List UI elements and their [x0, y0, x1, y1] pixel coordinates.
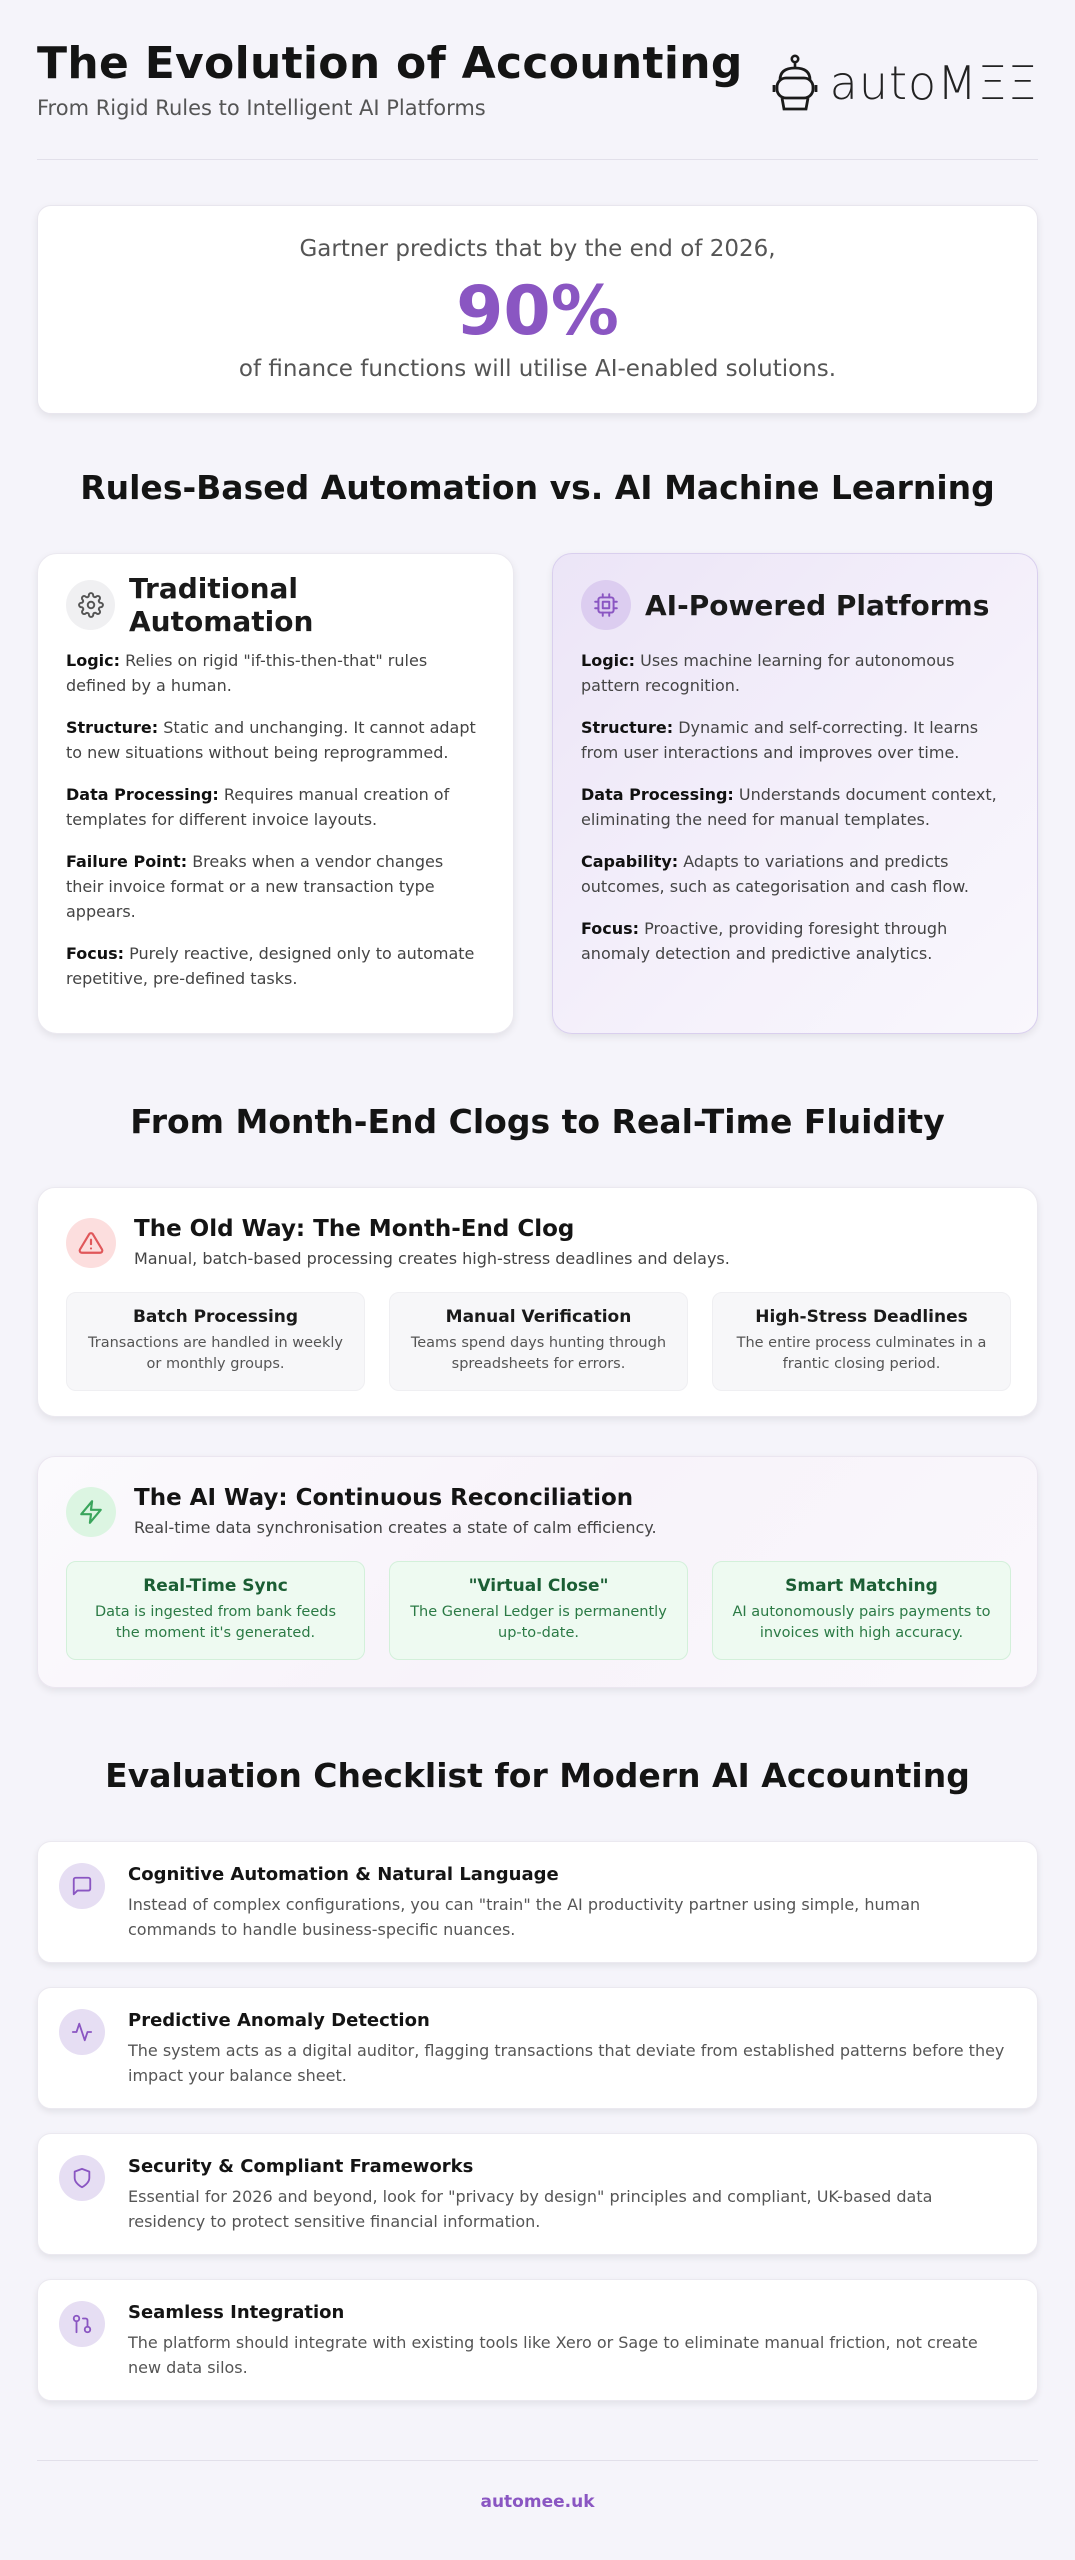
item-text: Requires manual creation of templates for different invoice layouts. [66, 785, 450, 829]
ai-way-box [712, 1561, 1011, 1660]
robot-icon [770, 54, 820, 112]
old-way-card [37, 1187, 1038, 1417]
old-way-box [389, 1292, 688, 1391]
stat-card [37, 205, 1038, 414]
footer-link[interactable]: automee.uk [480, 2492, 595, 2512]
item-text: Understands document context, eliminating the need for manual templates. [581, 785, 997, 829]
stat-intro: Gartner predicts that by the end of 2026, [299, 236, 776, 262]
ai-platforms-title: AI-Powered Platforms [645, 588, 990, 622]
git-merge-icon [59, 2301, 105, 2347]
logo-wordmark: autoMΞΞ [829, 56, 1038, 110]
item-label: Logic: [66, 651, 121, 670]
stat-description: of finance functions will utilise AI-enabled solutions. [238, 356, 837, 382]
flow-heading: From Month-End Clogs to Real-Time Fluidity [130, 1102, 945, 1141]
comparison-heading: Rules-Based Automation vs. AI Machine Learning [80, 468, 995, 507]
lightning-bolt-icon [66, 1487, 116, 1537]
item-text: Proactive, providing foresight through anomaly detection and predictive analytics. [581, 919, 948, 963]
page-subtitle: From Rigid Rules to Intelligent AI Platforms [37, 96, 486, 120]
ai-way-card [37, 1456, 1038, 1688]
old-way-box [712, 1292, 1011, 1391]
checklist-item [37, 1841, 1038, 1963]
comparison-item [66, 782, 485, 832]
box-title: "Virtual Close" [468, 1576, 609, 1596]
page-title: The Evolution of Accounting [37, 38, 743, 89]
comparison-item [581, 849, 1009, 899]
box-text: The entire process culminates in a frantic closing period. [736, 1335, 987, 1372]
box-title: Batch Processing [132, 1307, 299, 1327]
checklist-title: Seamless Integration [128, 2302, 345, 2323]
comparison-item [66, 715, 485, 765]
ai-way-box [66, 1561, 365, 1660]
checklist-text: The platform should integrate with existing tools like Xero or Sage to eliminate manual friction, not create new data silos. [128, 2333, 978, 2377]
checklist-heading: Evaluation Checklist for Modern AI Accounting [105, 1756, 970, 1795]
item-text: Uses machine learning for autonomous pattern recognition. [581, 651, 955, 695]
item-label: Focus: [581, 919, 640, 938]
ai-way-title: The AI Way: Continuous Reconciliation [134, 1485, 634, 1511]
checklist-title: Predictive Anomaly Detection [128, 2010, 430, 2031]
checklist-item [37, 1987, 1038, 2109]
warning-triangle-icon [66, 1218, 116, 1268]
infographic-page [37, 0, 1038, 2512]
page-header [37, 0, 1038, 160]
box-title: Smart Matching [785, 1576, 938, 1596]
box-text: Data is ingested from bank feeds the moment it's generated. [94, 1604, 337, 1641]
traditional-automation-card [37, 553, 514, 1034]
chat-bubble-icon [59, 1863, 105, 1909]
item-label: Logic: [581, 651, 636, 670]
old-way-box [66, 1292, 365, 1391]
checklist-title: Security & Compliant Frameworks [128, 2156, 474, 2177]
ai-platforms-card [552, 553, 1038, 1034]
item-label: Data Processing: [581, 785, 734, 804]
item-label: Structure: [66, 718, 159, 737]
box-title: Manual Verification [445, 1307, 632, 1327]
checklist-item [37, 2133, 1038, 2255]
item-text: Static and unchanging. It cannot adapt to new situations without being reprogrammed. [66, 718, 476, 762]
old-way-title: The Old Way: The Month-End Clog [134, 1216, 575, 1242]
stat-value: 90% [456, 272, 619, 351]
ai-way-subtitle: Real-time data synchronisation creates a state of calm efficiency. [134, 1518, 657, 1537]
brand-logo[interactable] [770, 54, 1038, 112]
item-label: Failure Point: [66, 852, 188, 871]
item-text: Relies on rigid "if-this-then-that" rules defined by a human. [66, 651, 428, 695]
item-text: Adapts to variations and predicts outcomes, such as categorisation and cash flow. [581, 852, 969, 896]
gear-icon [66, 580, 115, 630]
ai-way-box [389, 1561, 688, 1660]
comparison-item [66, 941, 485, 991]
item-label: Focus: [66, 944, 125, 963]
checklist-title: Cognitive Automation & Natural Language [128, 1864, 559, 1885]
comparison-item [581, 648, 1009, 698]
checklist-item [37, 2279, 1038, 2401]
comparison-item [581, 715, 1009, 765]
comparison-item [581, 782, 1009, 832]
old-way-subtitle: Manual, batch-based processing creates high-stress deadlines and delays. [134, 1249, 730, 1268]
footer-divider [37, 2460, 1038, 2461]
item-text: Breaks when a vendor changes their invoice format or a new transaction type appears. [66, 852, 444, 921]
item-label: Data Processing: [66, 785, 219, 804]
cpu-chip-icon [581, 580, 631, 630]
checklist-text: Instead of complex configurations, you can "train" the AI productivity partner using simple, human commands to handle business-specific nuances. [128, 1895, 921, 1939]
checklist-text: The system acts as a digital auditor, flagging transactions that deviate from established patterns before they impact your balance sheet. [128, 2041, 1005, 2085]
comparison-item [66, 849, 485, 924]
checklist-text: Essential for 2026 and beyond, look for "privacy by design" principles and compliant, UK-based data residency to protect sensitive financial information. [128, 2187, 933, 2231]
comparison-item [66, 648, 485, 698]
box-text: Teams spend days hunting through spreadsheets for errors. [410, 1335, 667, 1372]
traditional-automation-title: Traditional Automation [129, 572, 314, 638]
item-text: Dynamic and self-correcting. It learns from user interactions and improves over time. [581, 718, 979, 762]
comparison-item [581, 916, 1009, 966]
box-title: High-Stress Deadlines [755, 1307, 968, 1327]
box-title: Real-Time Sync [143, 1576, 288, 1596]
activity-pulse-icon [59, 2009, 105, 2055]
shield-icon [59, 2155, 105, 2201]
item-text: Purely reactive, designed only to automate repetitive, pre-defined tasks. [66, 944, 475, 988]
item-label: Capability: [581, 852, 679, 871]
item-label: Structure: [581, 718, 674, 737]
box-text: Transactions are handled in weekly or monthly groups. [88, 1335, 343, 1372]
box-text: The General Ledger is permanently up-to-date. [410, 1604, 667, 1641]
box-text: AI autonomously pairs payments to invoices with high accuracy. [732, 1604, 991, 1641]
